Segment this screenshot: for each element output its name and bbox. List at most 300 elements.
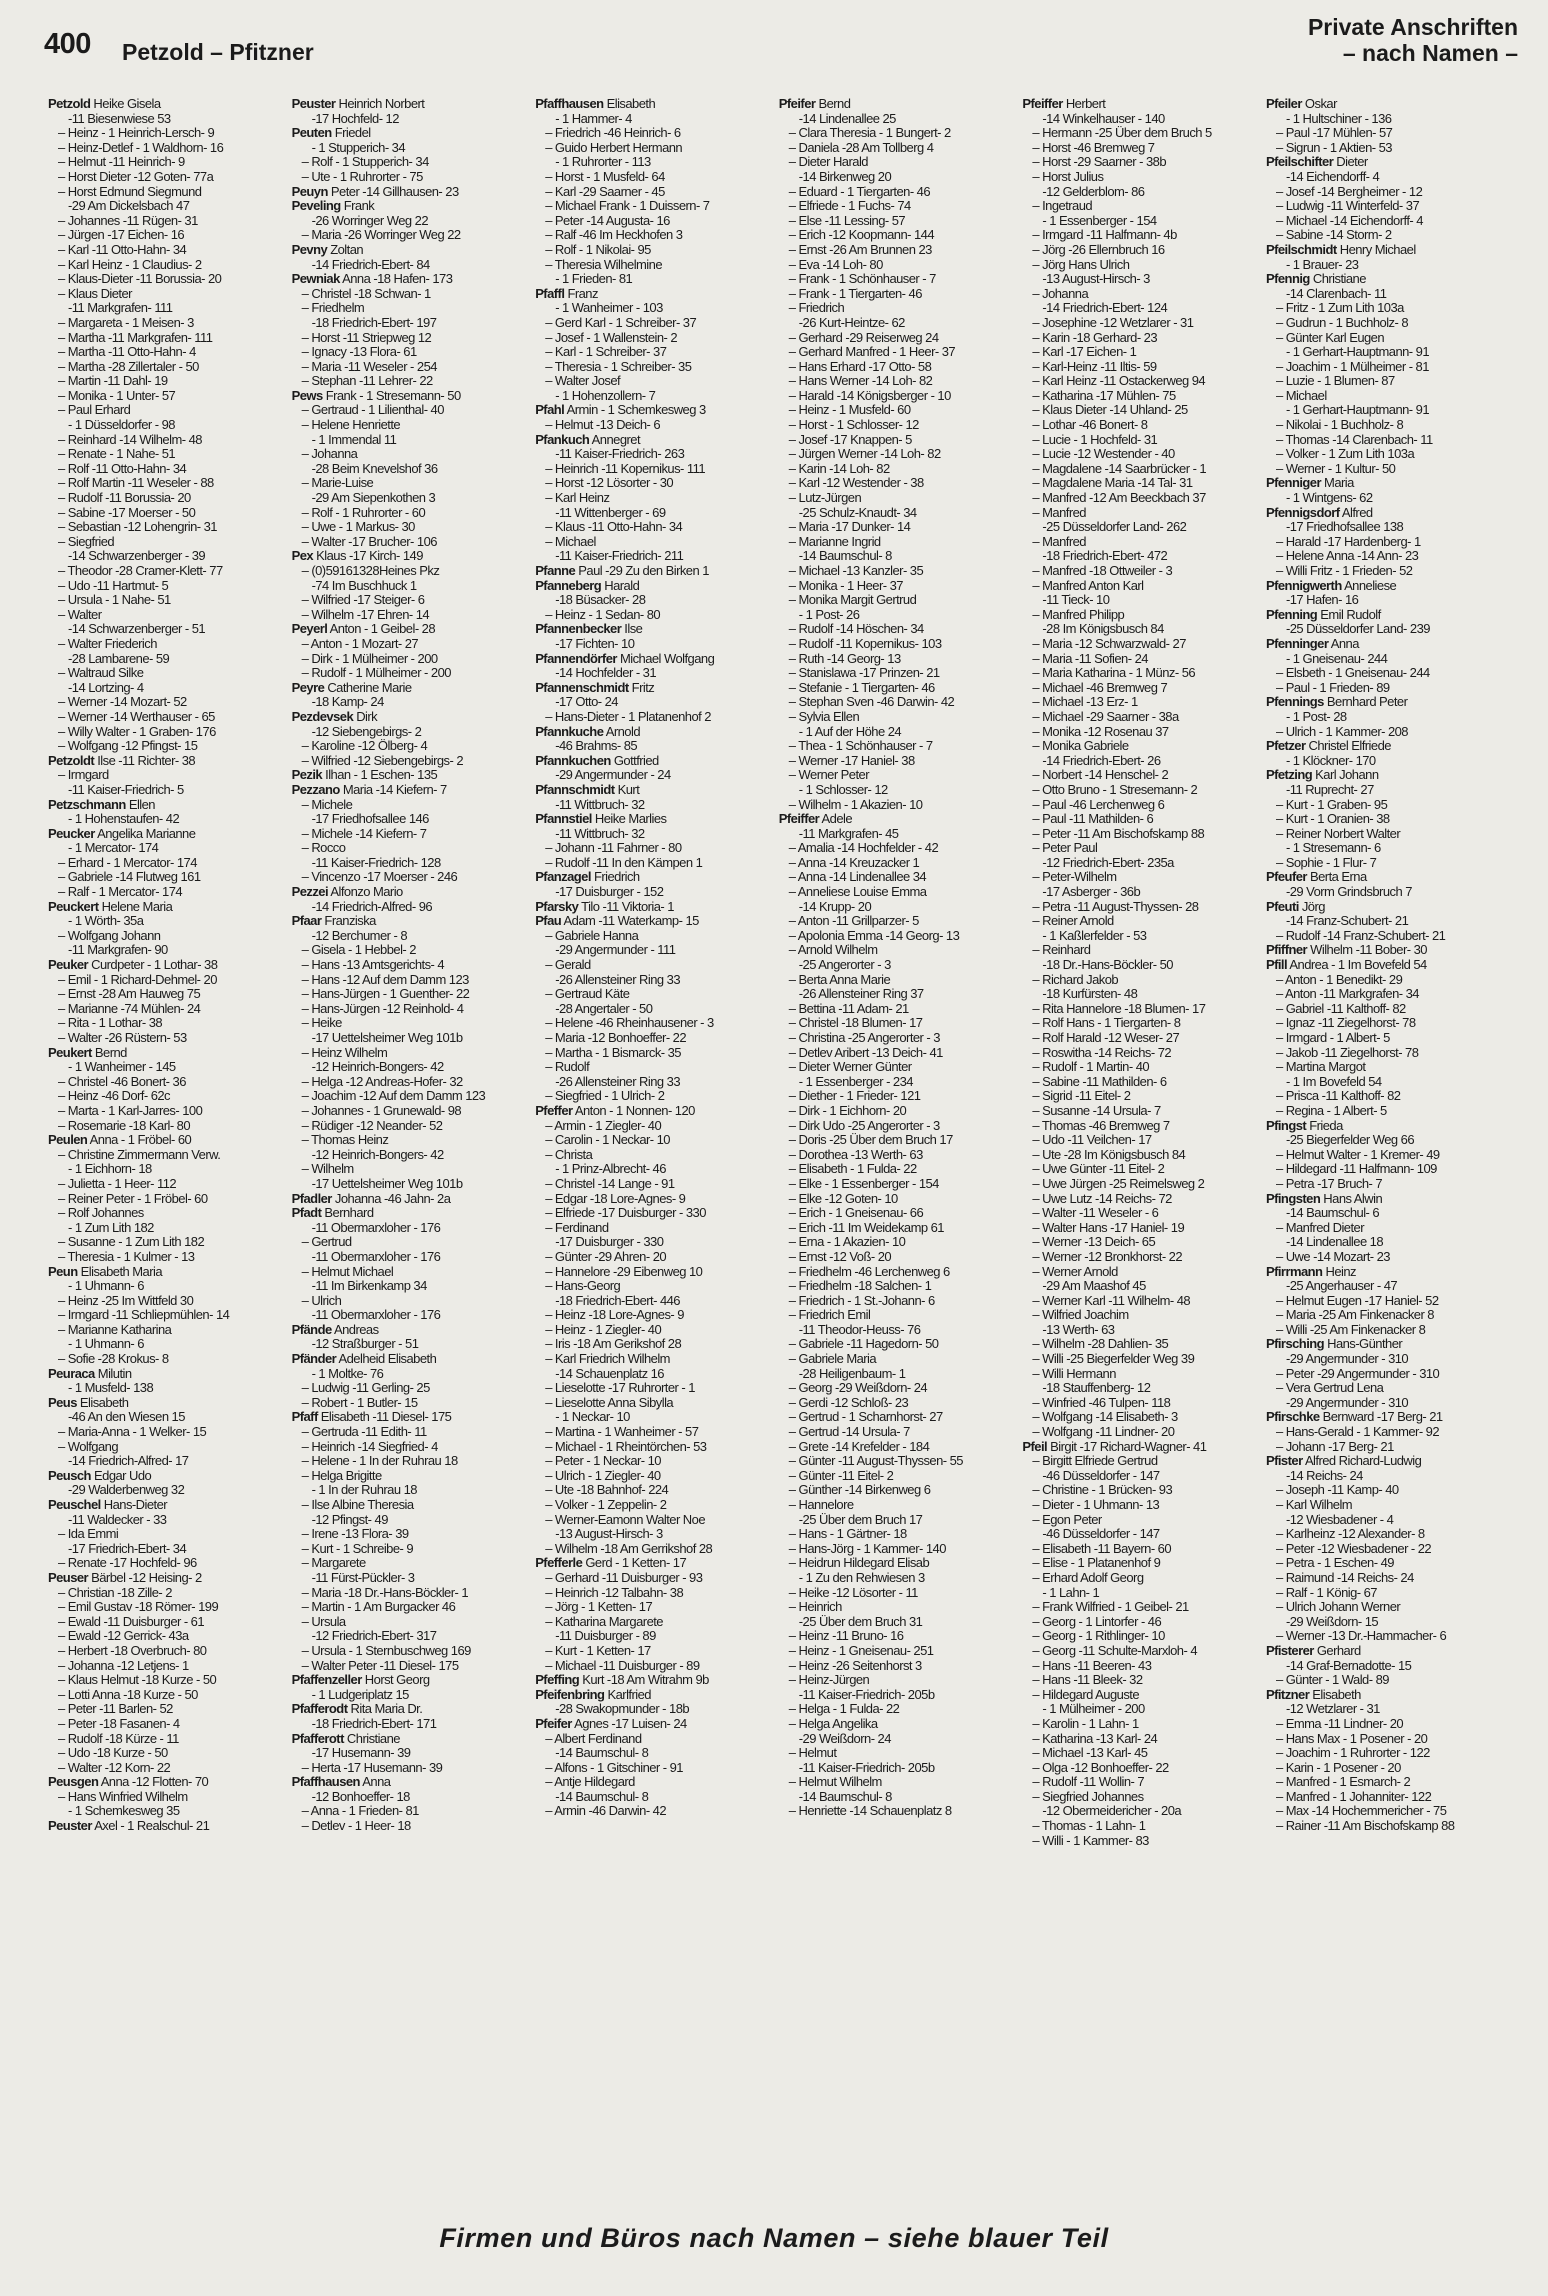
name-entry: – Hans Werner -14 Loh- 82: [788, 374, 933, 389]
name-entry: – Christa: [545, 1147, 593, 1162]
entry-detail: Catherine Marie: [324, 680, 412, 695]
address-line: - 1 Schlosser- 12: [798, 782, 888, 797]
name-entry: – Ilse Albine Theresia: [301, 1498, 414, 1512]
entry-detail: Anna -18 Hafen- 173: [339, 272, 453, 287]
address-line: -18 Kurfürsten- 48: [1042, 987, 1138, 1002]
entry-detail: Alfred Richard-Ludwig: [1302, 1454, 1422, 1469]
name-entry: – Sylvia Ellen: [788, 709, 860, 724]
name-entry: – Klaus Dieter -14 Uhland- 25: [1032, 403, 1188, 418]
surname-entry: [535, 681, 769, 696]
name-entry: – Lucie - 1 Hochfeld- 31: [1032, 432, 1158, 447]
name-entry: – Renate - 1 Nahe- 51: [58, 447, 176, 462]
surname-entry: [292, 1410, 526, 1425]
name-entry: – Gerhard -29 Reiserweg 24: [788, 330, 939, 345]
surname-entry: [292, 710, 526, 725]
address-line: -12 Wetzlarer - 31: [1285, 1702, 1380, 1717]
name-entry: – Dirk - 1 Mülheimer - 200: [301, 651, 438, 666]
name-entry: – Marie-Luise: [301, 476, 374, 491]
address-line: -11 Ruprecht- 27: [1285, 782, 1374, 797]
name-entry: – Martha -28 Zillertaler - 50: [58, 359, 199, 374]
surname-entry: [48, 1265, 282, 1280]
surname: Pfannendörfer: [535, 651, 617, 666]
surname: Pfennings: [1265, 695, 1324, 710]
entry-detail: Christiane: [1309, 272, 1366, 287]
surname: Pfannstiel: [535, 812, 592, 827]
name-entry: – Willy Walter - 1 Graben- 176: [58, 724, 216, 739]
name-entry: – Walter -17 Brucher- 106: [301, 534, 437, 549]
entry-detail: Fritz: [628, 680, 655, 695]
name-entry: – Rudolf - 1 Martin- 40: [1032, 1060, 1150, 1075]
name-entry: – Georg -11 Schulte-Marxloh- 4: [1032, 1643, 1197, 1658]
name-entry: – Grete -14 Krefelder - 184: [788, 1439, 930, 1454]
address-line: -14 Winkelhauser - 140: [1042, 111, 1165, 126]
entry-detail: Wilhelm -11 Bober- 30: [1307, 943, 1427, 958]
name-entry: – Josef - 1 Wallenstein- 2: [545, 330, 678, 345]
address-line: -12 Gelderblom- 86: [1042, 184, 1145, 199]
surname-entry: [1266, 155, 1500, 170]
name-entry: – Günter -29 Ahren- 20: [545, 1249, 667, 1264]
name-entry: – Wilfried -12 Siebengebirgs- 2: [301, 753, 464, 768]
address-line: -17 Friedhofsallee 146: [311, 812, 429, 827]
entry-detail: Berta Erna: [1306, 870, 1367, 885]
name-entry: – Ulrich - 1 Kammer- 208: [1275, 724, 1408, 739]
name-entry: – Helene -46 Rheinhausener - 3: [545, 1016, 714, 1031]
name-entry: – Christine - 1 Brücken- 93: [1032, 1483, 1173, 1498]
address-line: - 1 Klöckner- 170: [1285, 753, 1376, 768]
name-entry: – Michael -13 Karl- 45: [1032, 1746, 1148, 1761]
entry-detail: Ellen: [125, 797, 155, 812]
surname-entry: [535, 622, 769, 637]
name-entry: – Julietta - 1 Heer- 112: [58, 1176, 177, 1191]
name-entry: – Friedrich - 1 St.-Johann- 6: [788, 1293, 935, 1308]
name-entry: – Rolf - 1 Nikolai- 95: [545, 242, 651, 257]
name-entry: – Maria -26 Worringer Weg 22: [301, 228, 461, 243]
address-line: - 1 Neckar- 10: [555, 1410, 630, 1425]
entry-detail: Dirk: [353, 709, 378, 724]
entry-detail: Adele: [819, 812, 853, 827]
address-line: - 1 Wintgens- 62: [1285, 491, 1373, 506]
name-entry: – Katharina Margarete: [545, 1614, 663, 1629]
surname: Pfirsching: [1265, 1337, 1325, 1352]
name-entry: – Prisca -11 Kalthoff- 82: [1275, 1089, 1401, 1104]
name-entry: – Lucie -12 Westender - 40: [1032, 447, 1175, 462]
name-entry: – Ruth -14 Georg- 13: [788, 651, 901, 666]
name-entry: – Johann -11 Fahrner - 80: [545, 841, 682, 856]
surname-entry: [1266, 1688, 1500, 1703]
name-entry: – Horst -12 Lösorter - 30: [545, 476, 674, 491]
address-line: -17 Husemann- 39: [311, 1746, 411, 1761]
address-line: -14 Friedrich-Ebert- 84: [311, 257, 430, 272]
address-line: -26 Kurt-Heintze- 62: [798, 315, 905, 330]
address-line: - 1 Zu den Rehwiesen 3: [798, 1570, 925, 1585]
name-entry: – Ute - 1 Ruhrorter - 75: [301, 169, 423, 184]
name-entry: – Rolf - 1 Ruhrorter - 60: [301, 505, 426, 520]
entry-detail: Bernhard Peter: [1323, 695, 1408, 710]
directory-column: [1266, 97, 1510, 2207]
name-entry: – Rosemarie -18 Karl- 80: [58, 1118, 191, 1133]
name-entry: – Jürgen -17 Eichen- 16: [58, 228, 185, 243]
surname: Pfaffenzeller: [291, 1673, 362, 1688]
entry-detail: Anna: [1328, 636, 1359, 651]
section-title: [1308, 14, 1518, 66]
name-entry: – Ralf -46 Im Heckhofen 3: [545, 228, 683, 243]
name-entry: – Guido Herbert Hermann: [545, 140, 683, 155]
name-entry: – Gabriel -11 Kalthoff- 82: [1275, 1001, 1406, 1016]
name-entry: – Apolonia Emma -14 Georg- 13: [788, 928, 960, 943]
name-entry: – Rita Hannelore -18 Blumen- 17: [1032, 1001, 1206, 1016]
name-entry: – Friedrich: [788, 301, 845, 316]
surname: Peuster: [48, 1819, 92, 1834]
entry-detail: Klaus -17 Kirch- 149: [313, 549, 423, 564]
address-line: - 1 Gerhart-Hauptmann- 91: [1285, 403, 1430, 418]
name-entry: – Wolfgang: [58, 1439, 119, 1454]
entry-detail: Anna - 1 Fröbel- 60: [87, 1133, 192, 1148]
name-entry: – Erhard - 1 Mercator- 174: [58, 855, 197, 870]
name-entry: – Petra -17 Bruch- 7: [1275, 1176, 1383, 1191]
name-entry: – Elsbeth - 1 Gneisenau- 244: [1275, 666, 1430, 681]
address-line: - 1 Ludgeriplatz 15: [311, 1687, 409, 1702]
name-entry: – Hans-Georg: [545, 1279, 621, 1294]
name-entry: – Alfons - 1 Gitschiner - 91: [545, 1760, 683, 1775]
surname: Pfeifer: [535, 1716, 572, 1731]
name-entry: – Helmut Michael: [301, 1264, 394, 1279]
surname: Peulen: [48, 1133, 88, 1148]
surname: Petzschmann: [48, 797, 126, 812]
name-entry: – Dieter Werner Günter: [788, 1060, 912, 1075]
entry-detail: Franziska: [321, 914, 376, 929]
surname-entry: [535, 900, 769, 915]
name-entry: – Anton -11 Markgrafen- 34: [1275, 987, 1419, 1002]
name-entry: – Maria -11 Sofien- 24: [1032, 651, 1148, 666]
name-entry: – Theresia Wilhelmine: [545, 257, 663, 272]
name-entry: – Gerd Karl - 1 Schreiber- 37: [545, 315, 697, 330]
name-entry: – Rudolf -11 Wollin- 7: [1032, 1775, 1145, 1790]
address-line: -18 Friedrich-Ebert- 171: [311, 1716, 437, 1731]
name-entry: – Josef -14 Bergheimer - 12: [1275, 184, 1423, 199]
name-entry: – Stefanie - 1 Tiergarten- 46: [788, 680, 935, 695]
name-entry: – Heinz -18 Lore-Agnes- 9: [545, 1308, 684, 1323]
name-entry: – Ludwig -11 Winterfeld- 37: [1275, 199, 1420, 214]
surname-entry: [292, 914, 526, 929]
address-line: -29 Angermunder - 111: [555, 943, 676, 958]
name-entry: – Rudolf -14 Franz-Schubert- 21: [1275, 928, 1446, 943]
name-entry: – Winfried -46 Tulpen- 118: [1032, 1395, 1171, 1410]
name-entry: – Horst - 1 Schlosser- 12: [788, 418, 919, 433]
address-line: -11 Kaiser-Friedrich- 263: [555, 447, 685, 462]
entry-detail: Andrea - 1 Im Bovefeld 54: [1287, 958, 1427, 973]
name-entry: – Klaus Helmut -18 Kurze - 50: [58, 1673, 217, 1688]
address-line: - 1 Brauer- 23: [1285, 257, 1359, 272]
name-entry: – Werner Peter: [788, 768, 869, 783]
surname: Pfefferle: [535, 1556, 583, 1571]
name-entry: – Lotti Anna -18 Kurze - 50: [58, 1687, 198, 1702]
name-entry: – Horst -29 Saarner - 38b: [1032, 155, 1167, 170]
surname-entry: [292, 389, 526, 404]
surname: Peus: [48, 1395, 77, 1410]
name-entry: – Helmut -13 Deich- 6: [545, 418, 661, 433]
name-entry: – Ludwig -11 Gerling- 25: [301, 1381, 430, 1396]
surname-entry: [1266, 608, 1500, 623]
address-line: -11 Kaiser-Friedrich- 5: [68, 782, 184, 797]
address-line: -13 Werth- 63: [1042, 1322, 1115, 1337]
surname-entry: [292, 1352, 526, 1367]
name-entry: – Ida Emmi: [58, 1527, 119, 1542]
entry-detail: Maria -14 Kiefern- 7: [339, 782, 447, 797]
name-entry: – Ursula: [301, 1614, 346, 1629]
surname-entry: [535, 564, 769, 579]
name-entry: – Stephan -11 Lehrer- 22: [301, 374, 433, 389]
name-entry: – Wilhelm -17 Ehren- 14: [301, 607, 430, 622]
name-entry: – Michael -29 Saarner - 38a: [1032, 709, 1179, 724]
name-entry: – Manfred: [1032, 534, 1086, 549]
address-line: -25 Angerhauser - 47: [1285, 1279, 1398, 1294]
surname: Pezzano: [291, 782, 340, 797]
address-line: -11 Markgrafen- 111: [68, 301, 173, 316]
name-entry: – Helga Brigitte: [301, 1468, 382, 1483]
surname: Pfanneberg: [535, 578, 602, 593]
name-entry: – Detlev Aribert -13 Deich- 41: [788, 1045, 943, 1060]
name-entry: – Werner -17 Haniel- 38: [788, 753, 915, 768]
name-entry: – Katharina -13 Karl- 24: [1032, 1731, 1158, 1746]
address-line: -12 Heinrich-Bongers- 42: [311, 1147, 444, 1162]
address-line: -12 Heinrich-Bongers- 42: [311, 1060, 444, 1075]
entry-detail: Harald: [601, 578, 640, 593]
name-entry: – Vincenzo -17 Moerser - 246: [301, 870, 458, 885]
name-entry: – Petra - 1 Eschen- 49: [1275, 1556, 1394, 1571]
name-entry: – Reiner Norbert Walter: [1275, 826, 1401, 841]
address-line: -25 Düsseldorfer Land- 262: [1042, 520, 1187, 535]
name-entry: – Werner - 1 Kultur- 50: [1275, 461, 1396, 476]
name-entry: – Heinz - 1 Musfeld- 60: [788, 403, 911, 418]
name-entry: – Werner -13 Dr.-Hammacher- 6: [1275, 1629, 1447, 1644]
surname: Pfennigsdorf: [1265, 505, 1340, 520]
surname-entry: [1266, 870, 1500, 885]
name-entry: – Kurt - 1 Graben- 95: [1275, 797, 1388, 812]
address-line: - 1 Hammer- 4: [555, 111, 632, 126]
address-line: - 1 Wanheimer - 145: [68, 1060, 176, 1075]
entry-detail: Zoltan: [327, 242, 364, 257]
name-entry: – Peter Paul: [1032, 841, 1098, 856]
surname: Pfaffhausen: [535, 97, 604, 111]
surname: Petzold: [48, 97, 91, 111]
name-entry: – Martha -11 Markgrafen- 111: [58, 330, 213, 345]
address-line: -29 Weißdorn- 24: [798, 1731, 891, 1746]
name-entry: – Michael: [1275, 388, 1327, 403]
name-entry: – Karl -17 Eichen- 1: [1032, 345, 1137, 360]
address-line: -14 Friedrich-Alfred- 96: [311, 899, 433, 914]
entry-detail: Ilhan - 1 Eschen- 135: [322, 768, 438, 783]
surname: Peun: [48, 1264, 78, 1279]
surname-entry: [535, 1104, 769, 1119]
name-entry: – Marianne -74 Mühlen- 24: [58, 1001, 201, 1016]
name-entry: – Michael -13 Kanzler- 35: [788, 564, 924, 578]
address-line: - 1 Gerhart-Hauptmann- 91: [1285, 345, 1430, 360]
name-entry: – Elisabeth -11 Bayern- 60: [1032, 1541, 1172, 1556]
address-line: -11 Theodor-Heuss- 76: [798, 1322, 921, 1337]
name-entry: – Karl Heinz -11 Ostackerweg 94: [1032, 374, 1206, 389]
surname: Pevny: [291, 242, 328, 257]
address-line: -11 Obermarxloher - 176: [311, 1220, 441, 1235]
name-entry: – Walter Josef: [545, 374, 621, 389]
entry-detail: Gerd - 1 Ketten- 17: [582, 1556, 687, 1571]
surname: Pfennig: [1265, 272, 1310, 287]
address-line: - 1 Essenberger - 234: [798, 1074, 913, 1089]
address-line: - 1 Uhmann- 6: [68, 1337, 144, 1352]
name-entry: – Willi - 1 Kammer- 83: [1032, 1833, 1149, 1848]
name-entry: – Thomas -46 Bremweg 7: [1032, 1118, 1170, 1133]
name-entry: – Georg - 1 Rithlinger- 10: [1032, 1629, 1165, 1644]
name-entry: – Walter Peter -11 Diesel- 175: [301, 1658, 459, 1673]
surname-entry: [1266, 958, 1500, 973]
surname: Pfirrmann: [1265, 1264, 1323, 1279]
surname-entry: [48, 1498, 282, 1513]
name-entry: – Erna - 1 Akazien- 10: [788, 1235, 906, 1250]
address-line: -12 Berchumer - 8: [311, 928, 408, 943]
name-entry: – Helene Henriette: [301, 418, 401, 433]
name-entry: – Gerhard Manfred - 1 Heer- 37: [788, 345, 956, 360]
surname: Pfeilschifter: [1265, 155, 1334, 170]
surname-entry: [535, 783, 769, 798]
surname: Pews: [291, 388, 323, 403]
address-line: -14 Graf-Bernadotte- 15: [1285, 1658, 1412, 1673]
entry-detail: Axel - 1 Realschul- 21: [91, 1819, 210, 1834]
name-entry: – Friedrich -46 Heinrich- 6: [545, 126, 681, 141]
name-entry: – Klaus Dieter: [58, 286, 132, 301]
entry-detail: Karlfried: [604, 1687, 651, 1702]
entry-detail: Christel Elfriede: [1305, 739, 1391, 754]
address-line: - 1 Stresemann- 6: [1285, 841, 1381, 856]
name-entry: – Dirk Udo -25 Angerorter - 3: [788, 1118, 940, 1133]
surname-entry: [292, 681, 526, 696]
entry-detail: Hans Alwin: [1320, 1191, 1383, 1206]
surname-entry: [1022, 97, 1256, 112]
name-entry: – Hans -11 Beeren- 43: [1032, 1658, 1152, 1673]
surname: Pfarsky: [535, 899, 579, 914]
name-entry: – Vera Gertrud Lena: [1275, 1381, 1384, 1396]
name-entry: – Helene Anna -14 Ann- 23: [1275, 549, 1419, 564]
name-entry: – Gerdi -12 Schloß- 23: [788, 1395, 909, 1410]
name-entry: – Heinz Wilhelm: [301, 1045, 388, 1060]
address-line: -29 Angermunder - 310: [1285, 1352, 1409, 1367]
name-entry: – Heinz-Jürgen: [788, 1673, 870, 1688]
name-entry: – Manfred -12 Am Beeckbach 37: [1032, 491, 1206, 506]
name-entry: – Gertrud - 1 Scharnhorst- 27: [788, 1410, 943, 1425]
directory-column: [1022, 97, 1266, 2207]
name-entry: – Wolfgang -14 Elisabeth- 3: [1032, 1410, 1178, 1425]
name-entry: – Lieselotte -17 Ruhrorter - 1: [545, 1381, 695, 1396]
name-entry: – Monika Gabriele: [1032, 739, 1129, 754]
name-entry: – Wolfgang -11 Lindner- 20: [1032, 1425, 1175, 1440]
name-entry: – Horst Julius: [1032, 169, 1104, 184]
surname-entry: [48, 958, 282, 973]
name-entry: – Volker - 1 Zum Lith 103a: [1275, 447, 1415, 462]
surname-entry: [292, 885, 526, 900]
name-entry: – Heinrich: [788, 1600, 842, 1615]
name-entry: – Susanne - 1 Zum Lith 182: [58, 1235, 205, 1250]
address-line: -28 Heiligenbaum- 1: [798, 1366, 906, 1381]
surname: Pezik: [291, 768, 323, 783]
name-entry: – Maria -18 Dr.-Hans-Böckler- 1: [301, 1585, 469, 1600]
name-entry: – Stephan Sven -46 Darwin- 42: [788, 695, 955, 710]
surname: Peuker: [48, 958, 89, 973]
surname: Pfaff: [291, 1410, 318, 1425]
surname-entry: [779, 812, 1013, 827]
surname: Pfister: [1265, 1454, 1303, 1469]
address-line: -25 Biegerfelder Weg 66: [1285, 1133, 1414, 1148]
address-line: -28 Beim Knevelshof 36: [311, 461, 438, 476]
address-line: -11 Wittbruch- 32: [555, 826, 645, 841]
address-line: -18 Friedrich-Ebert- 446: [555, 1293, 680, 1308]
surname-entry: [292, 97, 526, 112]
name-entry: – Ulrich Johann Werner: [1275, 1600, 1401, 1615]
surname: Peukert: [48, 1045, 92, 1060]
address-line: -14 Clarenbach- 11: [1285, 286, 1387, 301]
name-entry: – Karl Heinz - 1 Claudius- 2: [58, 257, 202, 272]
name-entry: – Manfred - 1 Esmarch- 2: [1275, 1775, 1411, 1790]
name-entry: – Günther -14 Birkenweg 6: [788, 1483, 931, 1498]
entry-detail: Peter -14 Gillhausen- 23: [327, 184, 459, 199]
name-entry: – Hans Erhard -17 Otto- 58: [788, 359, 932, 374]
name-entry: – Magdalene Maria -14 Tal- 31: [1032, 476, 1193, 491]
surname: Pfeufer: [1265, 870, 1307, 885]
surname: Peucker: [48, 826, 95, 841]
name-entry: – Paul -11 Mathilden- 6: [1032, 812, 1154, 827]
name-entry: – Uwe Lutz -14 Reichs- 72: [1032, 1191, 1172, 1206]
name-entry: – Georg - 1 Lintorfer - 46: [1032, 1614, 1162, 1629]
entry-detail: Curdpeter - 1 Lothar- 38: [88, 958, 218, 973]
name-entry: – Hans-Jürgen -12 Reinhold- 4: [301, 1001, 464, 1016]
name-entry: – Doris -25 Über dem Bruch 17: [788, 1133, 953, 1148]
name-entry: – Maria-Anna - 1 Welker- 15: [58, 1425, 207, 1440]
name-entry: – Heinz -26 Seitenhorst 3: [788, 1658, 922, 1673]
surname: Pfirschke: [1265, 1410, 1320, 1425]
surname-entry: [535, 97, 769, 112]
entry-detail: Heinrich Norbert: [335, 97, 425, 111]
name-entry: – Werner -13 Deich- 65: [1032, 1235, 1156, 1250]
name-entry: – Johanna -12 Letjens- 1: [58, 1658, 189, 1673]
surname: Pezdevsek: [291, 709, 354, 724]
name-entry: – Hildegard Auguste: [1032, 1687, 1140, 1702]
name-entry: – Hermann -25 Über dem Bruch 5: [1032, 126, 1212, 141]
name-entry: – (0)59161328Heines Pkz: [301, 564, 440, 578]
name-entry: – Michael -46 Bremweg 7: [1032, 680, 1168, 695]
name-entry: – Jakob -11 Ziegelhorst- 78: [1275, 1045, 1419, 1060]
address-line: -14 Birkenweg 20: [798, 169, 892, 184]
directory-columns: [48, 97, 1510, 2207]
address-line: -29 Am Siepenkothen 3: [311, 491, 436, 506]
name-entry: – Horst -46 Bremweg 7: [1032, 140, 1155, 155]
entry-detail: Elisabeth Maria: [77, 1264, 163, 1279]
entry-detail: Gottfried: [610, 753, 659, 768]
name-entry: – Michele: [301, 797, 353, 812]
address-line: - 1 Prinz-Albrecht- 46: [555, 1162, 666, 1177]
address-line: - 1 Moltke- 76: [311, 1366, 384, 1381]
name-entry: – Berta Anna Marie: [788, 972, 891, 987]
name-entry: – Günter -11 August-Thyssen- 55: [788, 1454, 963, 1469]
name-entry: – Heike -12 Lösorter - 11: [788, 1585, 918, 1600]
name-entry: – Kurt - 1 Ketten- 17: [545, 1643, 651, 1658]
name-entry: – Anton -11 Grillparzer- 5: [788, 914, 919, 929]
address-line: -14 Schauenplatz 16: [555, 1366, 664, 1381]
name-entry: – Volker - 1 Zeppelin- 2: [545, 1498, 667, 1512]
surname: Peuser: [48, 1570, 89, 1585]
name-entry: – Margarete: [301, 1556, 366, 1571]
name-entry: – Rolf Harald -12 Weser- 27: [1032, 1031, 1180, 1045]
name-entry: – Rudolf -14 Höschen- 34: [788, 622, 924, 637]
name-entry: – Joachim - 1 Mülheimer - 81: [1275, 359, 1429, 374]
entry-detail: Adam -11 Waterkamp- 15: [561, 914, 699, 929]
name-entry: – Harald -17 Hardenberg- 1: [1275, 534, 1421, 549]
